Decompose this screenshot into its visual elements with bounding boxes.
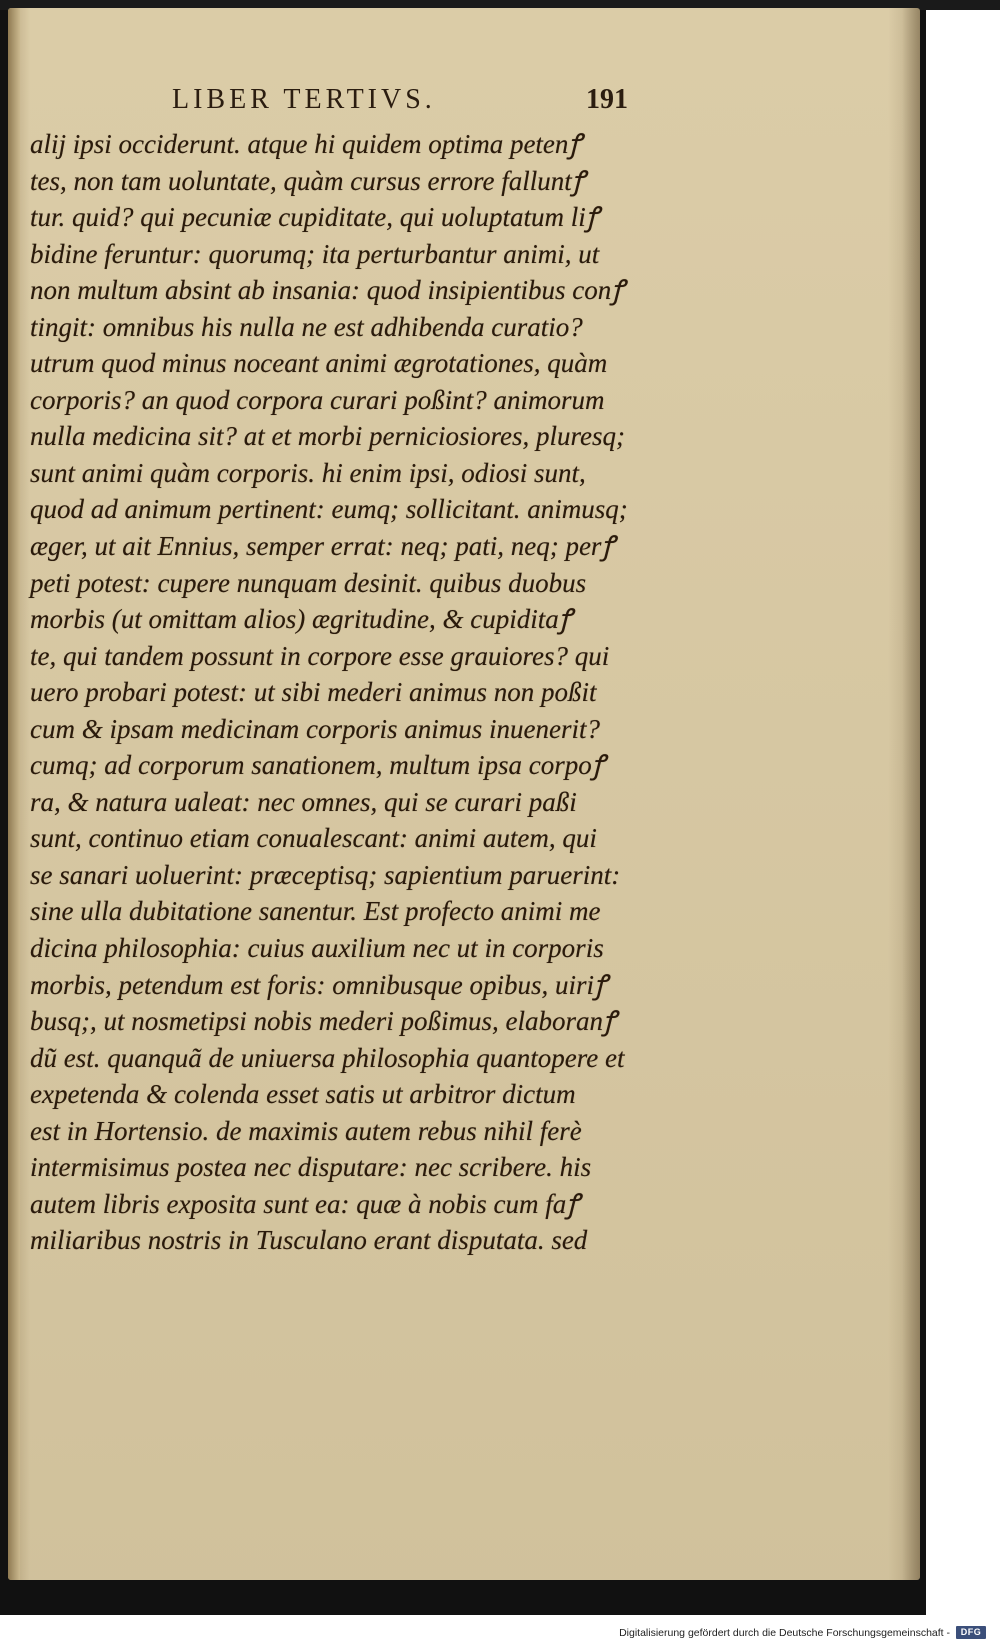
text-line: tingit: omnibus his nulla ne est adhibenda curatio?: [30, 311, 583, 342]
text-line: non multum absint ab insania: quod insipientibus conꝭ: [30, 275, 625, 306]
text-line: sine ulla dubitatione sanentur. Est profecto animi me: [30, 896, 601, 927]
text-line: morbis, petendum est foris: omnibusque opibus, uiriꝭ: [30, 969, 607, 1000]
text-line: alij ipsi occiderunt. atque hi quidem optima petenꝭ: [30, 129, 582, 159]
digitization-credit: Digitalisierung gefördert durch die Deutsche Forschungsgemeinschaft -: [619, 1627, 950, 1639]
text-line: intermisimus postea nec disputare: nec scribere. his: [30, 1152, 592, 1183]
text-line: tes, non tam uoluntate, quàm cursus errore falluntꝭ: [30, 165, 585, 196]
running-head: [8, 84, 920, 124]
text-line: ra, & natura ualeat: nec omnes, qui se curari paßi: [30, 786, 577, 817]
running-head-title: LIBER TERTIVS.: [172, 84, 436, 115]
text-line: sunt animi quàm corporis. hi enim ipsi, odiosi sunt,: [30, 457, 586, 488]
text-line: æger, ut ait Ennius, semper errat: neq; pati, neq; perꝭ: [30, 531, 615, 562]
body-text: [30, 126, 680, 1259]
text-line: uero probari potest: ut sibi mederi animus non poßit: [30, 677, 597, 708]
dfg-logo: DFG: [956, 1626, 986, 1639]
page-number: 191: [586, 84, 628, 115]
text-line: tur. quid? qui pecuniæ cupiditate, qui uoluptatum liꝭ: [30, 202, 599, 233]
text-line: est in Hortensio. de maximis autem rebus nihil ferè: [30, 1115, 582, 1146]
text-line: dicina philosophia: cuius auxilium nec ut in corporis: [30, 933, 604, 964]
text-line: cumq; ad corporum sanationem, multum ipsa corpoꝭ: [30, 750, 605, 781]
text-line: morbis (ut omittam alios) ægritudine, & cupiditaꝭ: [30, 604, 572, 635]
text-line: corporis? an quod corpora curari poßint? animorum: [30, 384, 605, 415]
text-line: autem libris exposita sunt ea: quæ à nobis cum faꝭ: [30, 1188, 580, 1219]
page-gutter-edge: [8, 8, 20, 1580]
text-line: cum & ipsam medicinam corporis animus inuenerit?: [30, 713, 600, 744]
page-right-shadow: [902, 8, 920, 1580]
text-line: sunt, continuo etiam conualescant: animi autem, qui: [30, 823, 597, 854]
text-line: dũ est. quanquã de uniuersa philosophia quantopere et: [30, 1042, 625, 1073]
text-line: peti potest: cupere nunquam desinit. quibus duobus: [30, 567, 587, 598]
text-line: miliaribus nostris in Tusculano erant disputata. sed: [30, 1225, 588, 1256]
text-line: quod ad animum pertinent: eumq; sollicitant. animusq;: [30, 494, 628, 525]
text-line: busq;, ut nosmetipsi nobis mederi poßimus, elaboranꝭ: [30, 1006, 616, 1037]
text-line: expetenda & colenda esset satis ut arbitror dictum: [30, 1079, 576, 1110]
text-line: utrum quod minus noceant animi ægrotationes, quàm: [30, 348, 608, 379]
text-line: te, qui tandem possunt in corpore esse grauiores? qui: [30, 640, 610, 671]
text-line: se sanari uoluerint: præceptisq; sapientium paruerint:: [30, 859, 621, 890]
text-line: bidine feruntur: quorumq; ita perturbantur animi, ut: [30, 238, 600, 269]
text-line: nulla medicina sit? at et morbi perniciosiores, pluresq;: [30, 421, 625, 452]
book-page: [8, 8, 920, 1580]
